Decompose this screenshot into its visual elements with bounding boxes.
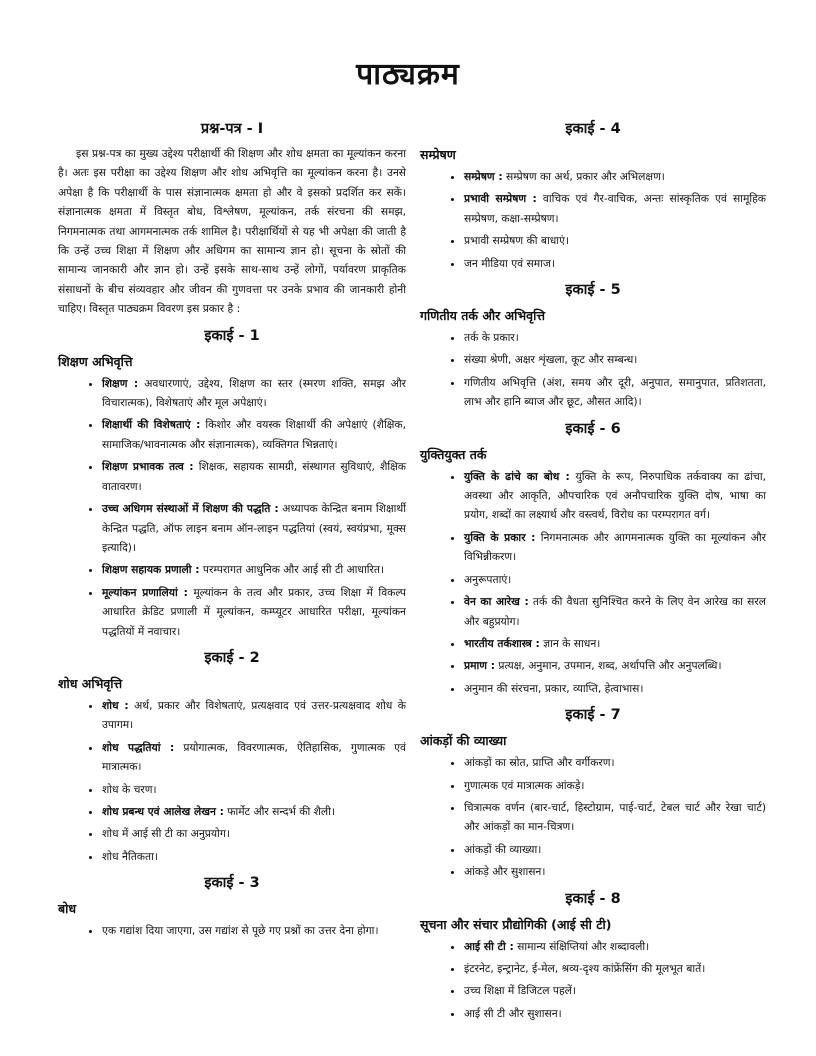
item-text: प्रयोगात्मक, विवरणात्मक, ऐतिहासिक, गुणात्मक एवं मात्रात्मक।: [102, 740, 406, 774]
right-units: [420, 118, 766, 1023]
unit-item-list: [420, 467, 766, 698]
item-text: आंकड़े और सुशासन।: [464, 865, 546, 879]
list-item: [102, 499, 406, 557]
list-item: [464, 189, 766, 228]
paper-heading: प्रश्न-पत्र - I: [200, 121, 264, 137]
item-text: आई सी टी और सुशासन।: [464, 1006, 562, 1020]
item-text: अनुरूपताएं।: [464, 572, 512, 586]
list-item: [102, 738, 406, 777]
list-item: [464, 679, 766, 698]
item-term: शोध :: [102, 698, 129, 712]
item-term: शोध प्रबन्ध एवं आलेख लेखन :: [102, 804, 224, 818]
unit-heading: इकाई - 4: [565, 121, 621, 137]
list-item: [102, 583, 406, 641]
list-item: [102, 560, 406, 579]
list-item: [102, 415, 406, 454]
list-item: [102, 374, 406, 413]
item-term: युक्ति के प्रकार :: [464, 530, 536, 544]
item-text: फार्मेट और सन्दर्भ की शैली।: [223, 804, 335, 818]
item-text: मूल्यांकन के तत्व और प्रकार, उच्च शिक्षा में विकल्प आधारित क्रेडिट प्रणाली में मूल्यांकन, कम्प्यूटर आधारित परीक्षा, मूल्यांकन पद्धतियों में नवाचार।: [102, 585, 407, 638]
item-term: युक्ति के ढांचे का बोध :: [464, 469, 570, 483]
unit-item-list: [58, 374, 406, 641]
item-text: शिक्षक, सहायक सामग्री, संस्थागत सुविधाएं, शैक्षिक वातावरण।: [102, 460, 406, 493]
item-term: शिक्षण प्रभावक तत्व :: [102, 460, 194, 474]
unit-subject: युक्तियुक्त तर्क: [420, 446, 487, 462]
list-item: [464, 840, 766, 859]
list-item: [102, 696, 406, 735]
item-term: आई सी टी :: [464, 939, 514, 953]
unit-item-list: [420, 328, 766, 412]
unit-heading: इकाई - 8: [565, 890, 621, 907]
item-text: युक्ति के रूप, निरुपाधिक तर्कवाक्य का ढांचा, अवस्था और आकृति, औपचारिक एवं अनौपचारिक युक्ति दोष, भाषा का प्रयोग, शब्दों का लक्ष्यार्थ और वस्त्वर्थ, विरोध का परम्परागत वर्ग।: [464, 469, 766, 522]
unit-subject: बोध: [58, 901, 77, 917]
unit-heading: इकाई - 1: [204, 327, 260, 344]
list-item: [102, 824, 406, 843]
item-text: आंकड़ों की व्याख्या।: [464, 842, 542, 856]
item-term: मूल्यांकन प्रणालियां :: [102, 585, 188, 599]
item-text: इंटरनेट, इन्ट्रानेट, ई-मेल, श्रव्य-दृश्य कांफ्रेंसिंग की मूलभूत बातें।: [464, 961, 706, 975]
unit-item-list: [420, 753, 766, 881]
list-item: [102, 457, 406, 496]
list-item: [464, 753, 766, 772]
item-text: परम्परागत आधुनिक और आई सी टी आधारित।: [199, 563, 385, 577]
list-item: [464, 592, 766, 631]
unit-heading: इकाई - 6: [565, 420, 621, 437]
item-text: अर्थ, प्रकार और विशेषताएं, प्रत्यक्षवाद एवं उत्तर-प्रत्यक्षवाद शोध के उपागम।: [102, 698, 406, 732]
item-text: तर्क की वैधता सुनिश्चित करने के लिए वेन आरेख का सरल और बहुप्रयोग।: [464, 595, 766, 628]
list-item: [464, 634, 766, 653]
unit-subject: गणितीय तर्क और अभिवृत्ति: [420, 308, 546, 324]
unit-heading: इकाई - 7: [565, 707, 621, 724]
unit-heading: इकाई - 3: [204, 875, 260, 892]
unit-heading: इकाई - 5: [565, 282, 621, 299]
list-item: [102, 802, 406, 821]
item-text: अवधारणाएं, उद्देश्य, शिक्षण का स्तर (स्मरण शक्ति, समझ और विचारात्मक), विशेषताएं और मूल अपेक्षाएं।: [102, 376, 406, 410]
intro-paragraph: इस प्रश्न-पत्र का मुख्य उद्देश्य परीक्षार्थी की शिक्षण और शोध क्षमता का मूल्यांकन करना है। अतः इस परीक्षा का उद्देश्य शिक्षण और शोध अभिवृत्ति का मूल्यांकन करना है। उनसे अपेक्षा है कि परीक्षार्थी के पास संज्ञानात्मक क्षमता हो और वे इसको प्रदर्शित कर सकें। संज्ञानात्मक क्षमता में विस्तृत बोध, विश्लेषण, मूल्यांकन, तर्क संरचना की समझ, निगमनात्मक तथा आगमनात्मक तर्क शामिल है। परीक्षार्थियों से यह भी अपेक्षा की जाती है कि उन्हें उच्च शिक्षा में शिक्षण और अधिगम का सामान्य ज्ञान हो। सूचना के स्रोतों की सामान्य जानकारी और ज्ञान हो। उन्हें इसके साथ-साथ उन्हें लोगों, पर्यावरण प्राकृतिक संसाधनों के बीच संव्यवहार और जीवन की गुणवत्ता पर उनके प्रभाव की जानकारी होनी चाहिए। विस्तृत पाठ्यक्रम विवरण इस प्रकार है :: [58, 147, 406, 316]
item-text: गणितीय अभिवृत्ति (अंश, समय और दूरी, अनुपात, समानुपात, प्रतिशतता, लाभ और हानि ब्याज और छूट, औसत आदि)।: [464, 375, 766, 409]
unit-subject: शोध अभिवृत्ति: [58, 675, 123, 691]
item-text: शोध में आई सी टी का अनुप्रयोग।: [102, 827, 230, 841]
item-text: उच्च शिक्षा में डिजिटल पहलें।: [464, 984, 576, 998]
list-item: [464, 937, 766, 956]
list-item: [464, 231, 766, 250]
unit-item-list: [58, 696, 406, 866]
unit-item-list: [420, 937, 766, 1024]
item-text: शोध नैतिकता।: [102, 849, 158, 863]
item-text: प्रभावी सम्प्रेषण की बाधाएं।: [464, 234, 570, 248]
item-text: जन मीडिया एवं समाज।: [464, 256, 555, 270]
unit-item-list: [420, 167, 766, 273]
item-term: शिक्षण सहायक प्रणाली :: [102, 563, 200, 577]
list-item: [102, 780, 406, 799]
item-term: भारतीय तर्कशास्त्र :: [464, 636, 540, 650]
list-item: [464, 167, 766, 186]
list-item: [464, 862, 766, 881]
left-column: [58, 112, 406, 944]
unit-item-list: [58, 921, 406, 940]
unit-heading: इकाई - 2: [204, 649, 260, 666]
left-units: [58, 325, 406, 941]
item-term: शोध पद्धतियां :: [102, 740, 175, 754]
list-item: [464, 798, 766, 837]
unit-subject: सम्प्रेषण: [420, 147, 456, 162]
list-item: [464, 656, 766, 675]
item-text: संख्या श्रेणी, अक्षर शृंखला, कूट और सम्बन्ध।: [464, 353, 638, 367]
item-text: वाचिक एवं गैर-वाचिक, अन्तः सांस्कृतिक एवं सामूहिक सम्प्रेषण, कक्षा-सम्प्रेषण।: [464, 192, 766, 225]
item-text: सामान्य संक्षिप्तियां और शब्दावली।: [513, 939, 650, 953]
list-item: [102, 921, 406, 940]
list-item: [464, 570, 766, 589]
item-text: अनुमान की संरचना, प्रकार, व्याप्ति, हेत्वाभास।: [464, 681, 644, 695]
item-text: ज्ञान के साधन।: [539, 636, 601, 650]
item-text: गुणात्मक एवं मात्रात्मक आंकड़े।: [464, 778, 585, 792]
list-item: [464, 959, 766, 978]
item-text: किशोर और वयस्क शिक्षार्थी की अपेक्षाएं (शैक्षिक, सामाजिक/भावनात्मक और संज्ञानात्मक), व्यक्तिगत भिन्नताएं।: [102, 418, 406, 451]
list-item: [464, 1004, 766, 1023]
list-item: [464, 467, 766, 525]
item-term: शिक्षार्थी की विशेषताएं :: [102, 418, 201, 432]
unit-subject: शिक्षण अभिवृत्ति: [58, 353, 133, 369]
item-text: शोध के चरण।: [102, 782, 157, 796]
right-column: [420, 112, 766, 1026]
item-text: निगमनात्मक और आगमनात्मक युक्ति का मूल्यांकन और विभिन्नीकरण।: [464, 530, 766, 564]
item-text: चित्रात्मक वर्णन (बार-चार्ट, हिस्टोग्राम, पाई-चार्ट, टेबल चार्ट और रेखा चार्ट) और आंकड़ों का मान-चित्रण।: [464, 800, 766, 834]
list-item: [464, 254, 766, 273]
item-term: वेन का आरेख :: [464, 595, 529, 609]
unit-subject: सूचना और संचार प्रौद्योगिकी (आई सी टी): [420, 916, 612, 932]
item-text: प्रत्यक्ष, अनुमान, उपमान, शब्द, अर्थापत्ति और अनुपलब्धि।: [494, 659, 722, 673]
item-text: तर्क के प्रकार।: [464, 331, 519, 345]
list-item: [464, 981, 766, 1000]
list-item: [464, 350, 766, 369]
unit-subject: आंकड़ों की व्याख्या: [420, 733, 507, 749]
item-text: आंकड़ों का स्रोत, प्राप्ति और वर्गीकरण।: [464, 756, 615, 770]
item-term: प्रभावी सम्प्रेषण :: [464, 192, 537, 206]
list-item: [464, 373, 766, 412]
item-term: सम्प्रेषण :: [464, 170, 503, 183]
item-text: एक गद्यांश दिया जाएगा, उस गद्यांश से पूछे गए प्रश्नों का उत्तर देना होगा।: [102, 924, 379, 938]
list-item: [464, 528, 766, 567]
list-item: [464, 328, 766, 347]
item-term: उच्च अधिगम संस्थाओं में शिक्षण की पद्धति :: [102, 502, 279, 516]
item-text: सम्प्रेषण का अर्थ, प्रकार और अभिलक्षण।: [502, 170, 665, 183]
item-text: अध्यापक केन्द्रित बनाम शिक्षार्थी केन्द्रित पद्धति, ऑफ लाइन बनाम ऑन-लाइन पद्धतियां (स्वयं, स्वयंप्रभा, मूक्स इत्यादि)।: [102, 502, 407, 554]
item-term: शिक्षण :: [102, 376, 139, 390]
page-title: पाठ्यक्रम: [356, 57, 460, 92]
item-term: प्रमाण :: [464, 659, 495, 673]
list-item: [102, 847, 406, 866]
list-item: [464, 776, 766, 795]
